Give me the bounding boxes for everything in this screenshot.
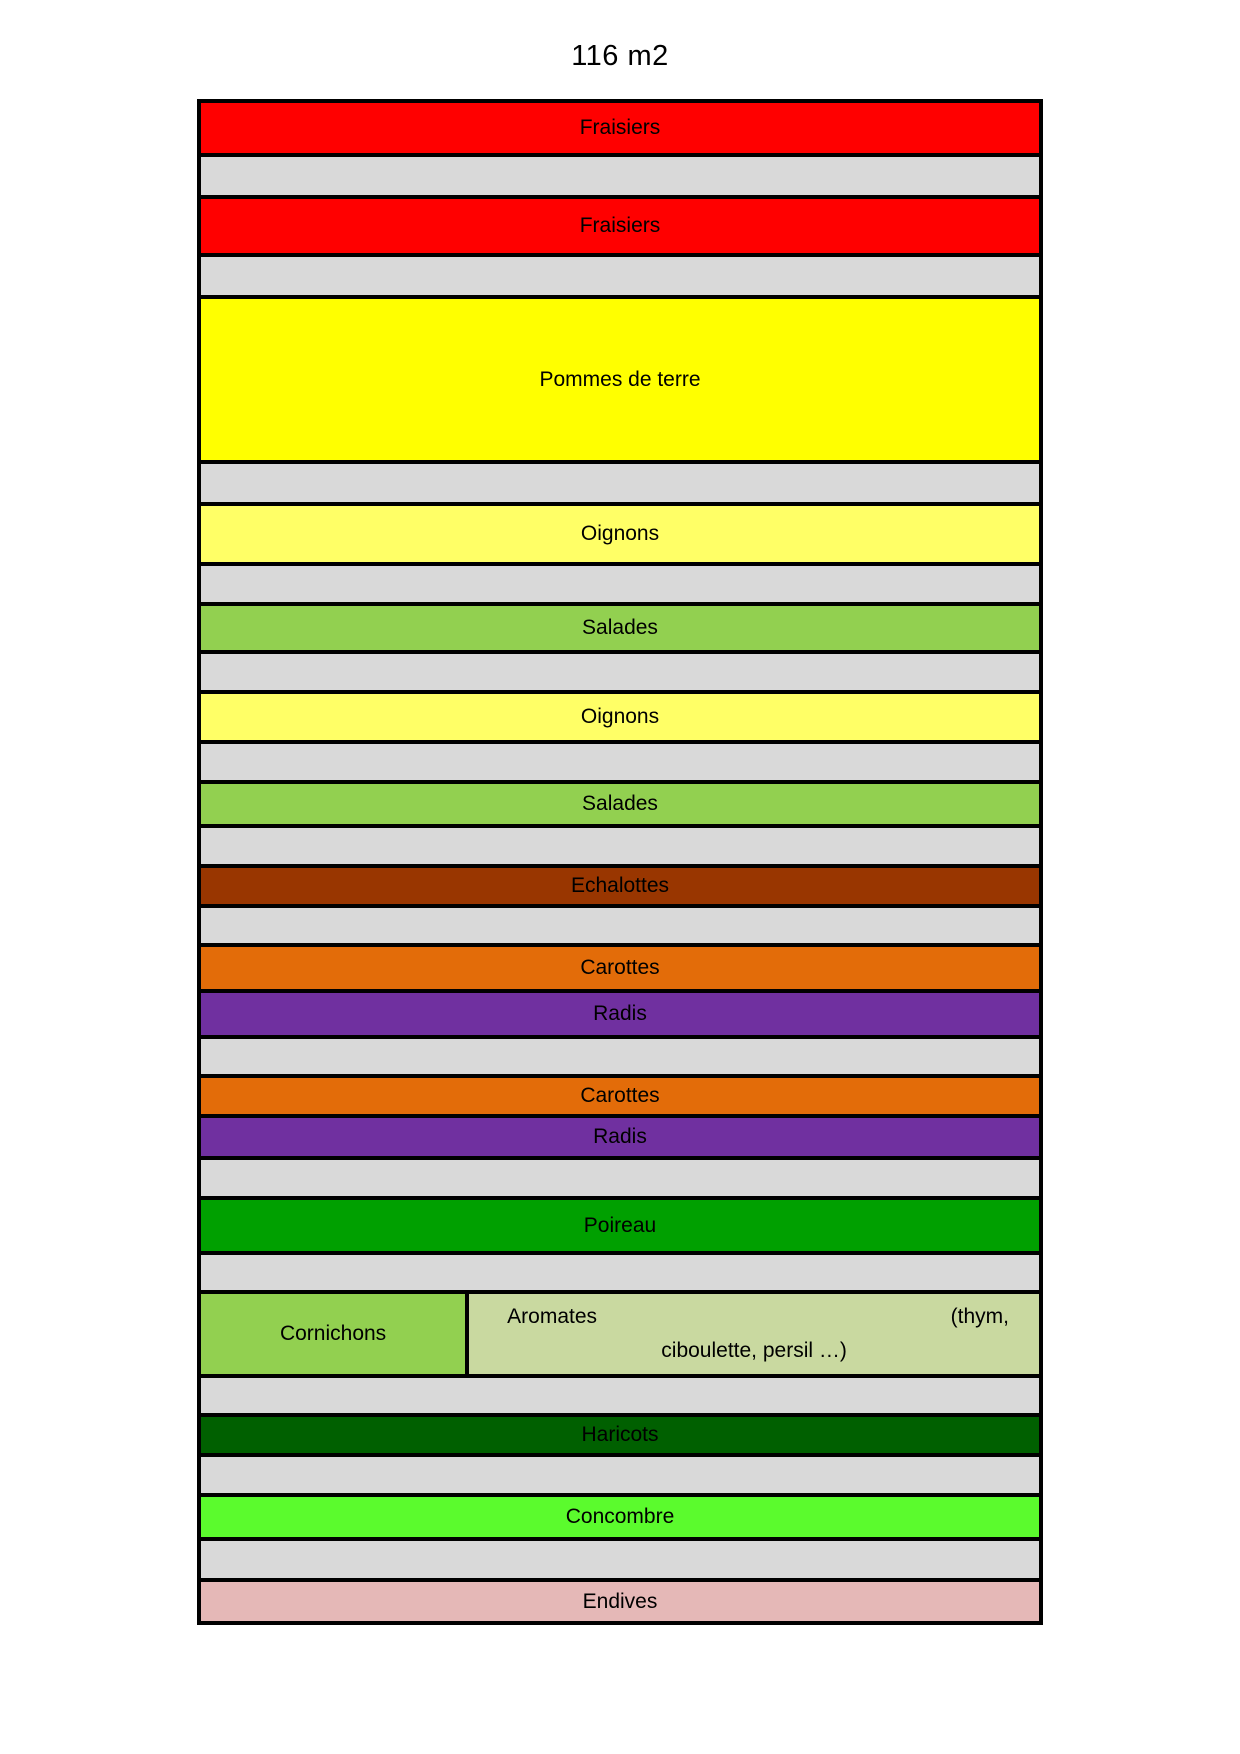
band-label-suffix: (thym,: [950, 1305, 1009, 1328]
band-label-line2: ciboulette, persil …): [661, 1339, 847, 1362]
band-pommes-de-terre: [201, 295, 1039, 460]
band-fraisiers: [201, 195, 1039, 253]
band-poireau: [201, 1196, 1039, 1251]
band-label: Endives: [582, 1589, 658, 1613]
band-oignons: [201, 502, 1039, 562]
band-echalottes: [201, 864, 1039, 904]
band-label: Pommes de terre: [539, 367, 701, 391]
band-oignons: [201, 690, 1039, 740]
band-cornichons: [201, 1294, 469, 1374]
band-split-row: [201, 1290, 1039, 1374]
path-spacer: [201, 562, 1039, 602]
band-label: Carottes: [580, 1084, 660, 1107]
band-label: Echalottes: [570, 874, 670, 897]
path-spacer: [201, 824, 1039, 864]
path-spacer: [201, 460, 1039, 502]
path-spacer: [201, 740, 1039, 780]
band-label-line1: [469, 1302, 1039, 1332]
path-spacer: [201, 650, 1039, 690]
band-label: Aromates: [507, 1305, 598, 1328]
band-label: Oignons: [580, 522, 660, 545]
band-label: Radis: [593, 1002, 647, 1025]
band-label: Cornichons: [279, 1322, 387, 1345]
band-label: Fraisiers: [579, 116, 661, 139]
path-spacer: [201, 1453, 1039, 1493]
path-spacer: [201, 1035, 1039, 1074]
band-salades: [201, 602, 1039, 650]
band-carottes: [201, 943, 1039, 989]
band-endives: [201, 1578, 1039, 1621]
path-spacer: [201, 153, 1039, 195]
band-salades: [201, 780, 1039, 824]
path-spacer: [201, 904, 1039, 943]
band-label: Carottes: [580, 956, 660, 979]
band-concombre: [201, 1493, 1039, 1537]
path-spacer: [201, 1537, 1039, 1578]
garden-plan: [197, 99, 1043, 1625]
plan-title: 116 m2: [571, 40, 669, 72]
band-radis: [201, 1114, 1039, 1156]
path-spacer: [201, 1374, 1039, 1413]
path-spacer: [201, 253, 1039, 295]
band-label: Fraisiers: [579, 214, 661, 237]
band-label: Salades: [582, 792, 658, 815]
band-label: Poireau: [583, 1213, 657, 1237]
band-aromates: [469, 1294, 1039, 1374]
band-radis: [201, 989, 1039, 1035]
path-spacer: [201, 1156, 1039, 1196]
path-spacer: [201, 1251, 1039, 1290]
band-label: Haricots: [581, 1423, 659, 1446]
band-label: Radis: [593, 1125, 647, 1148]
band-carottes: [201, 1074, 1039, 1114]
band-label: Concombre: [565, 1505, 675, 1528]
band-label: Salades: [582, 616, 658, 639]
band-haricots: [201, 1413, 1039, 1453]
band-label: Oignons: [580, 705, 660, 728]
band-fraisiers: [201, 103, 1039, 153]
